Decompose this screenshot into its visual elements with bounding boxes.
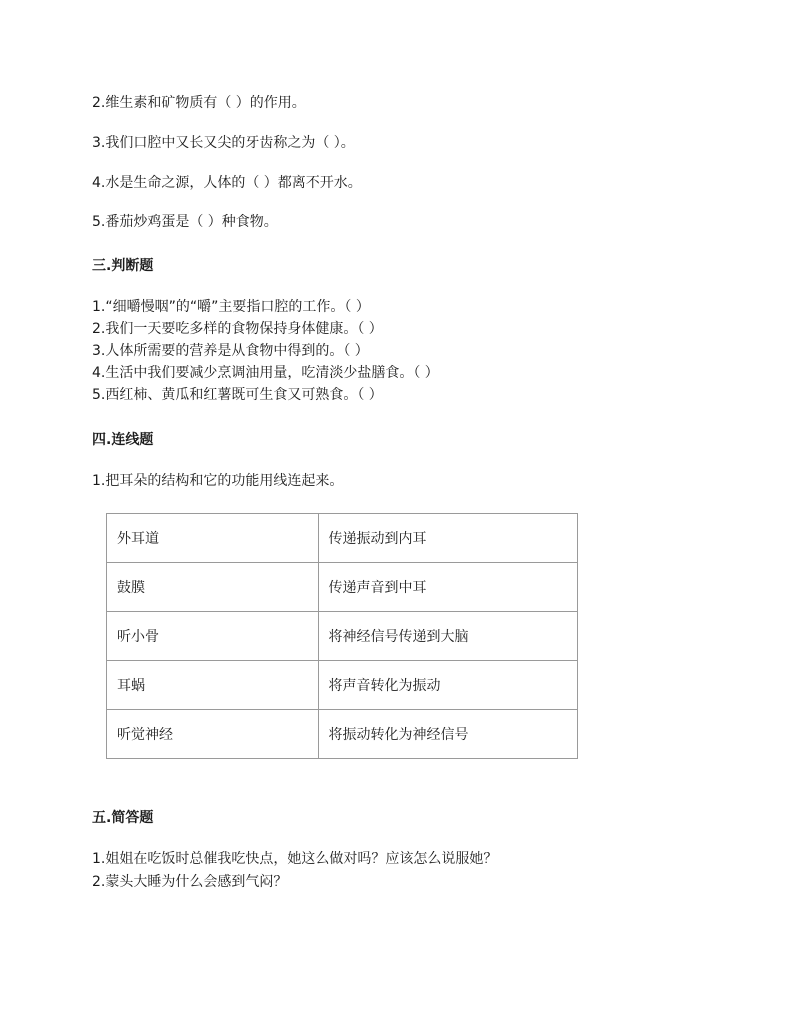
- ear-structure-cell: 外耳道: [107, 514, 319, 563]
- ear-function-cell: 将声音转化为振动: [318, 661, 577, 710]
- short-answer-item-2: 2.蒙头大睡为什么会感到气闷？: [92, 874, 288, 890]
- judge-item-2: 2.我们一天要吃多样的食物保持身体健康。（ ）: [92, 321, 383, 337]
- short-answer-item-1: 1.姐姐在吃饭时总催我吃快点，她这么做对吗？应该怎么说服她？: [92, 851, 498, 867]
- match-section-heading: 四.连线题: [92, 432, 154, 448]
- ear-function-cell: 传递声音到中耳: [318, 563, 577, 612]
- ear-structure-cell: 听觉神经: [107, 710, 319, 759]
- ear-structure-cell: 听小骨: [107, 612, 319, 661]
- ear-function-cell: 将神经信号传递到大脑: [318, 612, 577, 661]
- match-table: [106, 513, 578, 759]
- ear-structure-cell: 鼓膜: [107, 563, 319, 612]
- short-answer-section-heading: 五.简答题: [92, 810, 154, 826]
- judge-item-1: 1.“细嚼慢咽”的“嚼”主要指口腔的工作。（ ）: [92, 299, 370, 315]
- fill-blank-item-5: 5.番茄炒鸡蛋是（ ）种食物。: [92, 214, 278, 230]
- judge-item-3: 3.人体所需要的营养是从食物中得到的。（ ）: [92, 343, 369, 359]
- judge-item-5: 5.西红柿、黄瓜和红薯既可生食又可熟食。（ ）: [92, 387, 383, 403]
- fill-blank-item-2: 2.维生素和矿物质有（ ）的作用。: [92, 95, 306, 111]
- fill-blank-item-4: 4.水是生命之源，人体的（ ）都离不开水。: [92, 175, 362, 191]
- table-row: [107, 612, 578, 661]
- match-question: 1.把耳朵的结构和它的功能用线连起来。: [92, 473, 344, 489]
- ear-structure-cell: 耳蜗: [107, 661, 319, 710]
- ear-function-cell: 将振动转化为神经信号: [318, 710, 577, 759]
- table-row: [107, 514, 578, 563]
- table-row: [107, 563, 578, 612]
- table-row: [107, 710, 578, 759]
- judge-item-4: 4.生活中我们要减少烹调油用量，吃清淡少盐膳食。（ ）: [92, 365, 439, 381]
- table-row: [107, 661, 578, 710]
- judge-section-heading: 三.判断题: [92, 258, 154, 274]
- ear-function-cell: 传递振动到内耳: [318, 514, 577, 563]
- fill-blank-item-3: 3.我们口腔中又长又尖的牙齿称之为（ ）。: [92, 135, 355, 151]
